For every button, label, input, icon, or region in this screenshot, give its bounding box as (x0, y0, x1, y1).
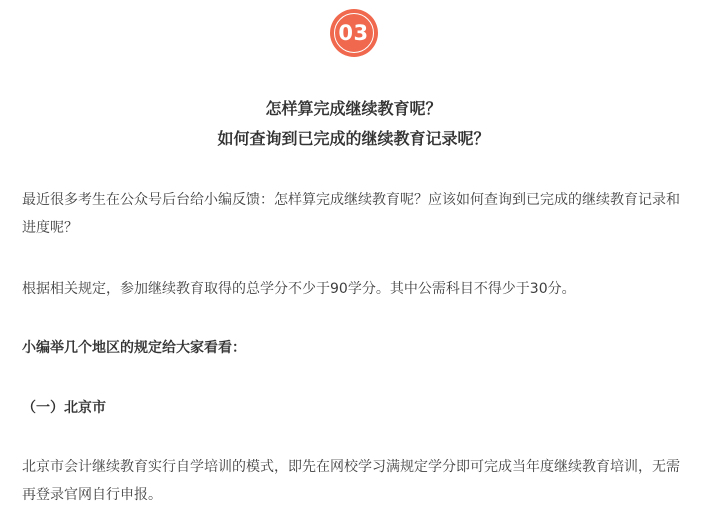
title-line-2: 如何查询到已完成的继续教育记录呢？ (217, 129, 490, 148)
section-number: 03 (338, 21, 369, 45)
paragraph-intro: 最近很多考生在公众号后台给小编反馈：怎样算完成继续教育呢？应该如何查询到已完成的继续教育记录和进度呢？ (22, 192, 680, 236)
section-number-badge (330, 9, 378, 57)
article-title (0, 94, 707, 154)
paragraph-regulation: 根据相关规定，参加继续教育取得的总学分不少于90学分。其中公需科目不得少于30分。 (22, 281, 576, 297)
regions-heading: 小编举几个地区的规定给大家看看： (22, 340, 246, 356)
paragraph-beijing: 北京市会计继续教育实行自学培训的模式，即先在网校学习满规定学分即可完成当年度继续教育培训，无需再登录官网自行申报。 (22, 459, 680, 503)
section-number-badge-container (0, 9, 707, 57)
title-line-1: 怎样算完成继续教育呢？ (265, 99, 442, 118)
beijing-heading: （一）北京市 (22, 400, 106, 416)
